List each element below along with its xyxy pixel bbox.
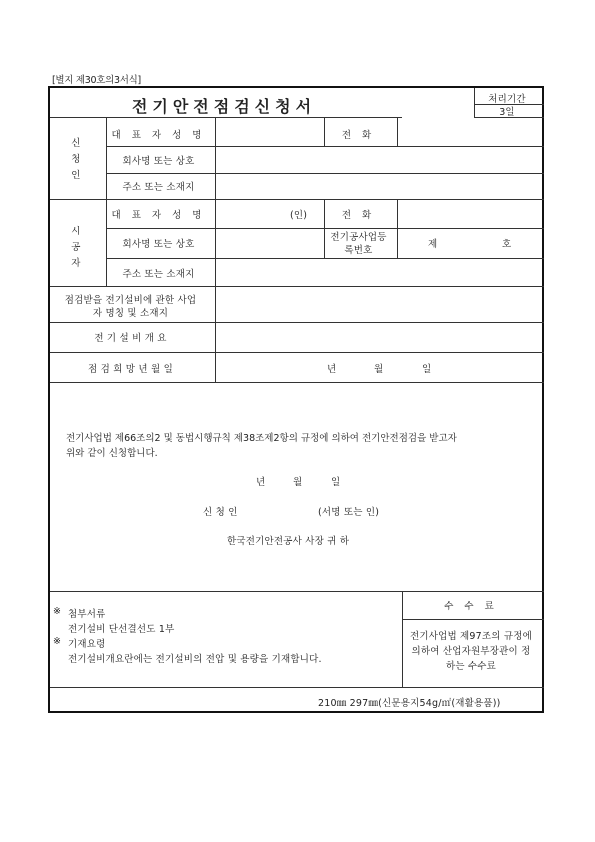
applicant-company-label: 회사명 또는 상호: [122, 156, 195, 167]
registration-prefix: 제: [428, 239, 438, 250]
note-mark-1: ※: [53, 606, 62, 617]
instructions-item: 전기설비개요란에는 전기설비의 전압 및 용량을 기재합니다.: [68, 654, 322, 665]
desired-year-unit: 년: [327, 364, 337, 375]
applicant-sign-label: 신 청 인: [203, 507, 238, 518]
recipient: 한국전기안전공사 사장 귀 하: [227, 536, 350, 547]
application-year-unit: 년: [256, 477, 266, 488]
desired-month-unit: 월: [374, 364, 384, 375]
fee-title: 수 수 료: [444, 601, 498, 612]
desired-date-label: 점 검 희 망 년 월 일: [88, 364, 173, 375]
applicant-address-label: 주소 또는 소재지: [122, 182, 195, 193]
registration-suffix: 호: [502, 239, 512, 250]
form-number: [별지 제30호의3서식]: [52, 75, 141, 86]
application-month-unit: 월: [293, 477, 303, 488]
processing-period-label: 처리기간: [488, 94, 526, 105]
paper-size: 210㎜ 297㎜(신문용지54g/㎡(재활용품)): [318, 698, 501, 709]
note-mark-2: ※: [53, 636, 62, 647]
attachments-item: 전기설비 단선결선도 1부: [68, 624, 175, 635]
applicant-phone-label: 전 화: [341, 130, 376, 141]
desired-day-unit: 일: [422, 364, 432, 375]
signature-note: (서명 또는 인): [318, 507, 380, 518]
contractor-address-label: 주소 또는 소재지: [122, 269, 195, 280]
form-title: 전기안전점검신청서: [131, 97, 317, 116]
processing-period-value: 3일: [499, 107, 515, 118]
application-day-unit: 일: [331, 477, 341, 488]
contractor-company-label: 회사명 또는 상호: [122, 239, 195, 250]
seal-mark: (인): [290, 210, 308, 221]
applicant-rep-name-label: 대 표 자 성 명: [111, 130, 206, 141]
contractor-rep-name-label: 대 표 자 성 명: [111, 210, 206, 221]
instructions-heading: 기재요령: [68, 639, 106, 650]
attachments-heading: 첨부서류: [68, 609, 106, 620]
contractor-phone-label: 전 화: [341, 210, 376, 221]
overview-label: 전 기 설 비 개 요: [94, 333, 167, 344]
